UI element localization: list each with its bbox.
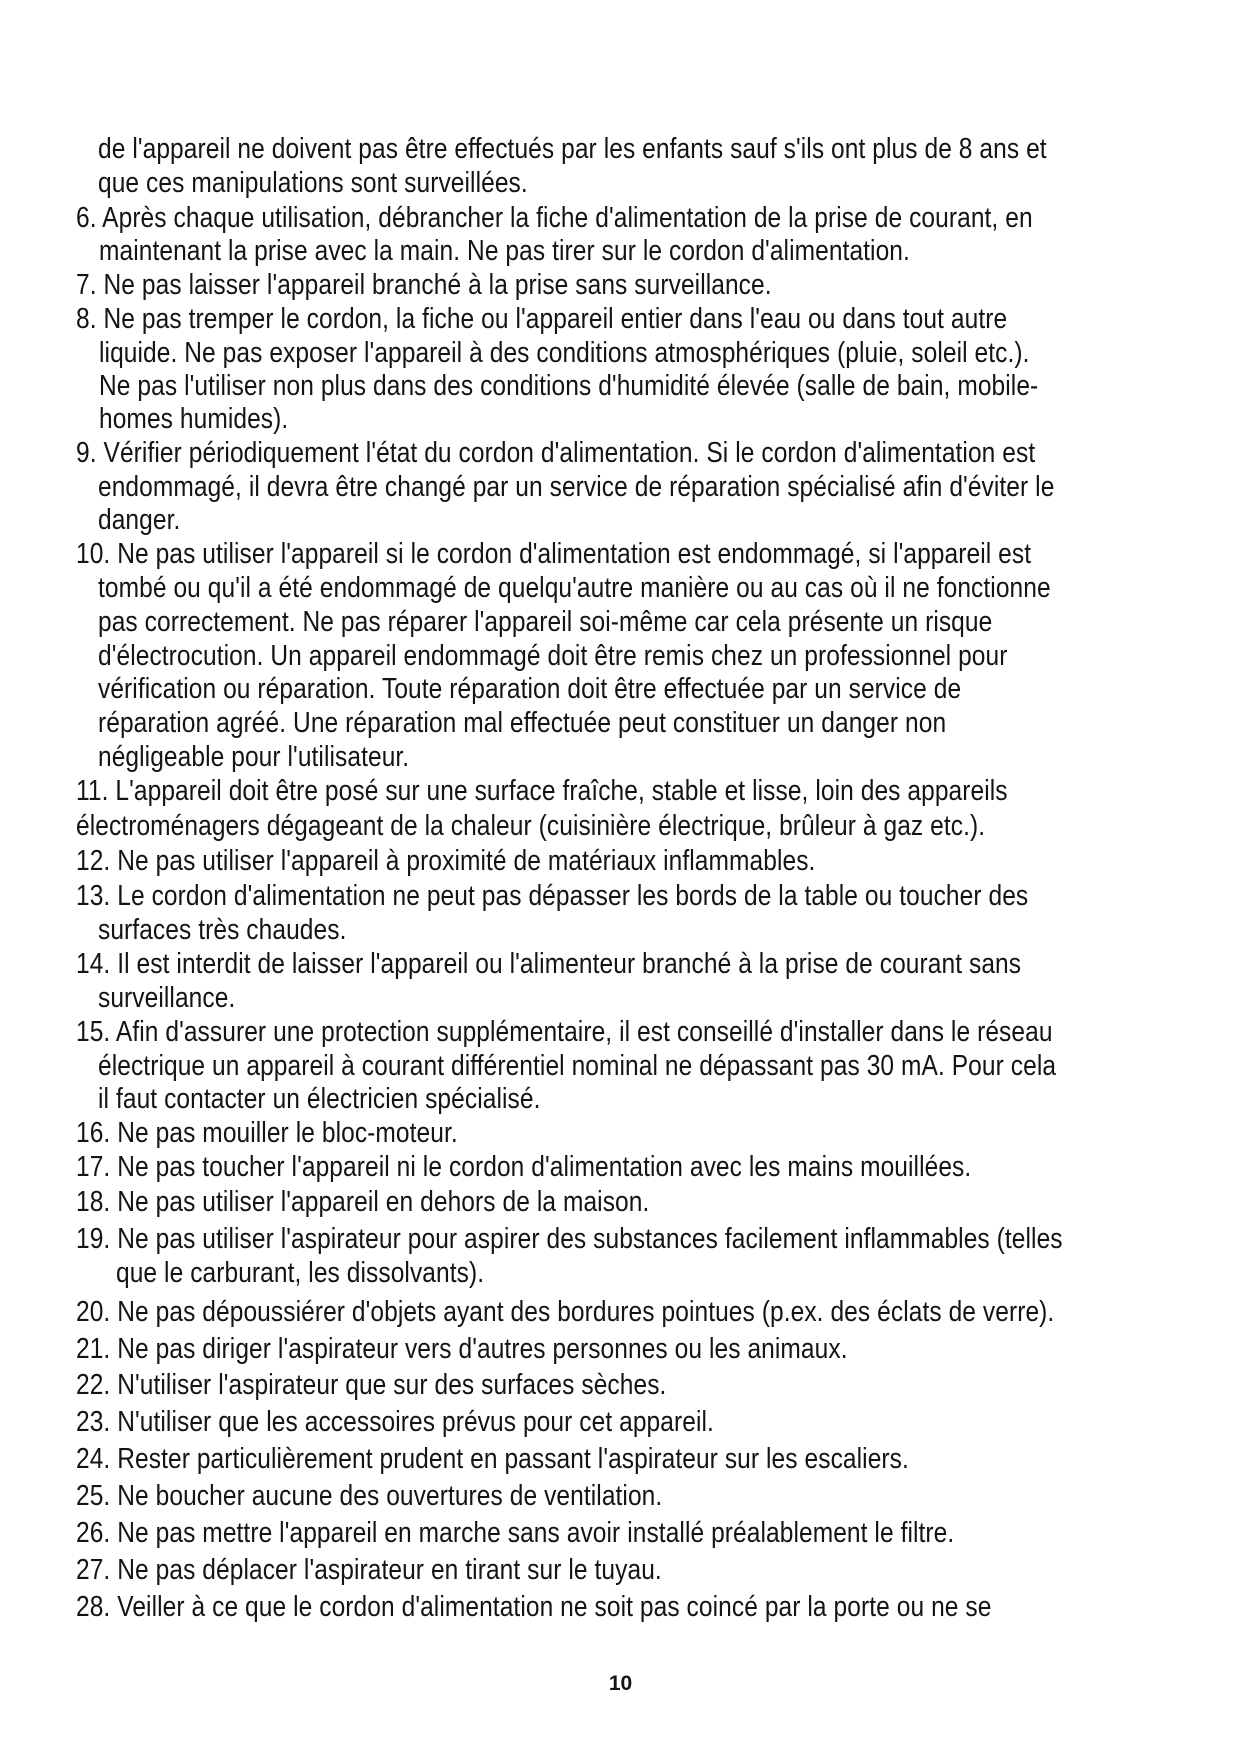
list-item-line: surveillance. [98,982,236,1014]
list-item-text: Ne pas mouiller le bloc-moteur. [117,1117,458,1149]
list-item-text: Ne pas tremper le cordon, la fiche ou l'appareil entier dans l'eau ou dans tout autre [103,303,1008,335]
list-item-first-line [76,1015,1053,1049]
list-item-number: 10. [76,538,111,570]
list-item-text: Ne pas utiliser l'appareil si le cordon d'alimentation est endommagé, si l'appareil est [117,538,1032,570]
list-item-line: tombé ou qu'il a été endommagé de quelqu'autre manière ou au cas où il ne fonctionne [98,572,1051,604]
list-item-line: surfaces très chaudes. [98,914,347,946]
list-item-number: 24. [76,1443,111,1475]
list-item-first-line [76,947,1021,981]
list-item-number: 14. [76,948,111,980]
list-item-first-line [76,844,815,878]
list-item-first-line [76,1116,458,1150]
list-item-first-line [76,879,1028,913]
list-item-text: Vérifier périodiquement l'état du cordon d'alimentation. Si le cordon d'alimentation est [103,437,1036,469]
list-item-first-line [76,774,1008,808]
list-item-line: Ne pas l'utiliser non plus dans des conditions d'humidité élevée (salle de bain, mobile- [99,370,1039,402]
list-item-number: 15. [76,1016,111,1048]
list-item-first-line [76,1295,1054,1329]
list-item-first-line [76,1405,714,1439]
list-item-number: 16. [76,1117,111,1149]
list-item-first-line [76,1590,991,1624]
list-item-text: Afin d'assurer une protection supplémentaire, il est conseillé d'installer dans le réseau [115,1016,1053,1048]
list-item-number: 17. [76,1151,111,1183]
list-item-text: Ne pas utiliser l'appareil à proximité de matériaux inflammables. [117,845,816,877]
list-item-text: Ne pas diriger l'aspirateur vers d'autres personnes ou les animaux. [117,1333,848,1365]
list-item-number: 6. [76,202,97,234]
list-item-line: homes humides). [99,403,289,435]
list-item-first-line [76,1479,662,1513]
list-item-number: 20. [76,1296,111,1328]
list-item-text: N'utiliser l'aspirateur que sur des surfaces sèches. [117,1369,667,1401]
list-item-text: Veiller à ce que le cordon d'alimentation ne soit pas coincé par la porte ou ne se [117,1591,992,1623]
list-item-line: danger. [98,504,181,536]
list-item-line: négligeable pour l'utilisateur. [98,741,410,773]
list-item-first-line [76,268,772,302]
list-item-first-line [76,537,1031,571]
list-item-line: réparation agréé. Une réparation mal effectuée peut constituer un danger non [98,707,947,739]
list-item-first-line [76,1368,666,1402]
list-item-number: 25. [76,1480,111,1512]
list-item-line: d'électrocution. Un appareil endommagé doit être remis chez un professionnel pour [98,640,1008,672]
list-item-first-line [76,1332,848,1366]
list-item-text: Ne pas déplacer l'aspirateur en tirant sur le tuyau. [117,1554,662,1586]
page-number: 10 [608,1672,633,1695]
list-item-line: liquide. Ne pas exposer l'appareil à des conditions atmosphériques (pluie, soleil etc.). [99,337,1030,369]
list-item-line: que le carburant, les dissolvants). [116,1257,485,1289]
list-item-text: Rester particulièrement prudent en passant l'aspirateur sur les escaliers. [117,1443,909,1475]
list-item-text: L'appareil doit être posé sur une surface fraîche, stable et lisse, loin des appareils [115,775,1008,807]
list-item-number: 12. [76,845,111,877]
list-item-number: 21. [76,1333,111,1365]
list-item-text: Ne pas mettre l'appareil en marche sans avoir installé préalablement le filtre. [117,1517,955,1549]
list-item-first-line [76,201,1033,235]
list-item-text: Ne pas laisser l'appareil branché à la prise sans surveillance. [103,269,772,301]
list-item-text: Ne pas utiliser l'aspirateur pour aspirer des substances facilement inflammables (telles [117,1223,1063,1255]
list-item-number: 28. [76,1591,111,1623]
list-item-text: Ne pas dépoussiérer d'objets ayant des bordures pointues (p.ex. des éclats de verre). [117,1296,1055,1328]
list-item-number: 13. [76,880,111,912]
text-line: de l'appareil ne doivent pas être effectués par les enfants sauf s'ils ont plus de 8 ans et [98,133,1047,165]
list-item-line: il faut contacter un électricien spécialisé. [98,1083,541,1115]
list-item-line: vérification ou réparation. Toute réparation doit être effectuée par un service de [98,673,962,705]
list-item-first-line [76,302,1007,336]
list-item-number: 11. [76,775,109,807]
list-item-text: Ne pas utiliser l'appareil en dehors de la maison. [117,1186,650,1218]
list-item-text: N'utiliser que les accessoires prévus pour cet appareil. [117,1406,714,1438]
list-item-first-line [76,1553,662,1587]
list-item-text: Le cordon d'alimentation ne peut pas dépasser les bords de la table ou toucher des [117,880,1029,912]
list-item-line: électrique un appareil à courant différentiel nominal ne dépassant pas 30 mA. Pour cela [98,1050,1057,1082]
list-item-first-line [76,436,1035,470]
list-item-text: Après chaque utilisation, débrancher la fiche d'alimentation de la prise de courant, en [102,202,1033,234]
list-item-number: 18. [76,1186,111,1218]
list-item-first-line [76,1442,909,1476]
list-item-line: pas correctement. Ne pas réparer l'appareil soi-même car cela présente un risque [98,606,993,638]
list-item-number: 22. [76,1369,111,1401]
list-item-text: Ne boucher aucune des ouvertures de ventilation. [117,1480,663,1512]
list-item-text: Il est interdit de laisser l'appareil ou l'alimenteur branché à la prise de courant sans [117,948,1022,980]
list-item-number: 27. [76,1554,111,1586]
list-item-first-line [76,1516,954,1550]
list-item-number: 7. [76,269,97,301]
list-item-line: endommagé, il devra être changé par un service de réparation spécialisé afin d'éviter le [98,471,1055,503]
list-item-line: électroménagers dégageant de la chaleur (cuisinière électrique, brûleur à gaz etc.). [76,810,986,842]
list-item-number: 23. [76,1406,111,1438]
list-item-line: maintenant la prise avec la main. Ne pas tirer sur le cordon d'alimentation. [99,235,910,267]
list-item-number: 9. [76,437,97,469]
list-item-number: 8. [76,303,97,335]
list-item-first-line [76,1185,649,1219]
list-item-first-line [76,1222,1063,1256]
list-item-text: Ne pas toucher l'appareil ni le cordon d'alimentation avec les mains mouillées. [117,1151,972,1183]
list-item-first-line [76,1150,971,1184]
list-item-number: 19. [76,1223,111,1255]
list-item-number: 26. [76,1517,111,1549]
text-line: que ces manipulations sont surveillées. [98,167,528,199]
